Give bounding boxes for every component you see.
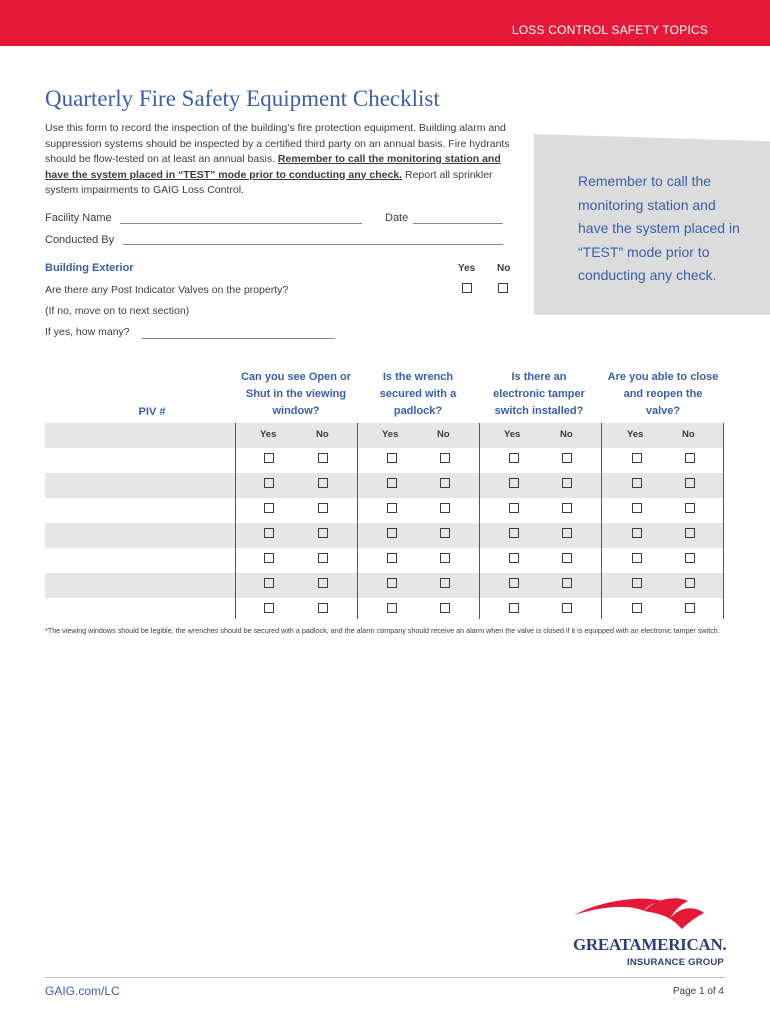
top-banner <box>0 0 770 46</box>
intro-paragraph: Use this form to record the inspection of the building’s fire protection equipment. Building alarm and suppression systems should be inspected by a certified third party on an annual basis. Fire hydrants should be flow-tested on at least an annual basis. Remember to call the monitoring station and have the system placed in “TEST” mode prior to conducting any check. Report all sprinkler system impairments to GAIG Loss Control. <box>45 122 510 196</box>
yes-checkbox[interactable] <box>264 578 274 588</box>
piv-yes-checkbox[interactable] <box>462 283 472 293</box>
sub-no: No <box>437 429 450 440</box>
yes-checkbox[interactable] <box>509 528 519 538</box>
yes-checkbox[interactable] <box>509 553 519 563</box>
no-checkbox[interactable] <box>440 603 450 613</box>
yes-checkbox[interactable] <box>264 553 274 563</box>
yes-checkbox[interactable] <box>387 453 397 463</box>
yes-checkbox[interactable] <box>509 453 519 463</box>
page-number: Page 1 of 4 <box>672 986 724 997</box>
yes-checkbox[interactable] <box>632 553 642 563</box>
footer-divider <box>45 977 725 978</box>
sub-no: No <box>316 429 329 440</box>
no-checkbox[interactable] <box>685 553 695 563</box>
table-row <box>45 448 724 473</box>
logo-subtitle: INSURANCE GROUP <box>627 957 724 968</box>
facility-name-label: Facility Name <box>45 212 112 224</box>
no-checkbox[interactable] <box>318 453 328 463</box>
no-checkbox[interactable] <box>562 503 572 513</box>
no-checkbox[interactable] <box>318 603 328 613</box>
no-checkbox[interactable] <box>685 503 695 513</box>
no-checkbox[interactable] <box>440 478 450 488</box>
no-checkbox[interactable] <box>318 478 328 488</box>
if-no-note: (If no, move on to next section) <box>45 305 190 317</box>
date-field[interactable] <box>413 223 503 224</box>
sub-yes: Yes <box>504 429 521 440</box>
table-row <box>45 548 724 573</box>
col-header-tamper: Is there an electronic tamper switch installed? <box>493 371 585 417</box>
yes-checkbox[interactable] <box>632 478 642 488</box>
no-checkbox[interactable] <box>440 553 450 563</box>
intro-reminder: Remember to call the monitoring station and have the system placed in “TEST” mode prior to conducting any check. <box>45 153 501 181</box>
table-row <box>45 523 724 548</box>
sub-yes: Yes <box>627 429 644 440</box>
col-header-valve: Are you able to close and reopen the valve? <box>607 371 719 417</box>
piv-count-field[interactable] <box>142 338 335 339</box>
no-checkbox[interactable] <box>562 578 572 588</box>
yes-checkbox[interactable] <box>387 578 397 588</box>
no-checkbox[interactable] <box>318 528 328 538</box>
no-checkbox[interactable] <box>440 503 450 513</box>
sub-yes: Yes <box>260 429 277 440</box>
col-header-wrench: Is the wrench secured with a padlock? <box>379 371 457 417</box>
no-checkbox[interactable] <box>562 478 572 488</box>
no-checkbox[interactable] <box>318 503 328 513</box>
company-logo <box>570 893 730 973</box>
yes-checkbox[interactable] <box>387 528 397 538</box>
no-checkbox[interactable] <box>685 478 695 488</box>
yes-checkbox[interactable] <box>264 453 274 463</box>
date-label: Date <box>385 212 409 224</box>
conducted-by-label: Conducted By <box>45 234 115 246</box>
yes-checkbox[interactable] <box>509 478 519 488</box>
conducted-by-field[interactable] <box>123 244 503 245</box>
facility-name-field[interactable] <box>120 223 362 224</box>
column-divider <box>235 423 236 619</box>
yes-checkbox[interactable] <box>632 528 642 538</box>
yes-checkbox[interactable] <box>264 603 274 613</box>
no-checkbox[interactable] <box>562 453 572 463</box>
yes-checkbox[interactable] <box>264 528 274 538</box>
table-row <box>45 573 724 598</box>
footer-url[interactable]: GAIG.com/LC <box>45 984 120 998</box>
yes-checkbox[interactable] <box>632 603 642 613</box>
section-label: LOSS CONTROL SAFETY TOPICS <box>511 23 708 37</box>
no-checkbox[interactable] <box>685 603 695 613</box>
yes-checkbox[interactable] <box>387 503 397 513</box>
yes-checkbox[interactable] <box>387 478 397 488</box>
yes-checkbox[interactable] <box>264 503 274 513</box>
yes-checkbox[interactable] <box>509 603 519 613</box>
building-exterior-heading: Building Exterior <box>45 262 134 274</box>
no-checkbox[interactable] <box>440 578 450 588</box>
no-checkbox[interactable] <box>685 453 695 463</box>
no-checkbox[interactable] <box>685 578 695 588</box>
column-divider <box>601 423 602 619</box>
yes-checkbox[interactable] <box>387 603 397 613</box>
no-header: No <box>497 263 511 274</box>
if-yes-label: If yes, how many? <box>45 326 130 338</box>
yes-header: Yes <box>458 263 476 274</box>
yes-checkbox[interactable] <box>509 503 519 513</box>
no-checkbox[interactable] <box>685 528 695 538</box>
col-header-window: Can you see Open or Shut in the viewing window? <box>240 371 352 417</box>
yes-checkbox[interactable] <box>509 578 519 588</box>
yes-checkbox[interactable] <box>632 503 642 513</box>
column-divider <box>357 423 358 619</box>
sub-no: No <box>560 429 573 440</box>
table-row <box>45 598 724 623</box>
logo-wordmark: GREATAMERICAN. <box>573 935 727 954</box>
table-row <box>45 473 724 498</box>
column-divider <box>479 423 480 619</box>
no-checkbox[interactable] <box>562 553 572 563</box>
yes-checkbox[interactable] <box>632 578 642 588</box>
piv-number-header: PIV # <box>138 406 166 418</box>
no-checkbox[interactable] <box>318 553 328 563</box>
no-checkbox[interactable] <box>440 528 450 538</box>
sub-yes: Yes <box>382 429 399 440</box>
no-checkbox[interactable] <box>562 603 572 613</box>
sub-no: No <box>682 429 695 440</box>
yes-checkbox[interactable] <box>387 553 397 563</box>
piv-table <box>45 423 724 619</box>
callout-text: Remember to call the monitoring station and have the system placed in “TEST” mode prior to conducting any check. <box>578 173 740 283</box>
no-checkbox[interactable] <box>318 578 328 588</box>
no-checkbox[interactable] <box>562 528 572 538</box>
piv-no-checkbox[interactable] <box>498 283 508 293</box>
yes-checkbox[interactable] <box>632 453 642 463</box>
footnote: *The viewing windows should be legible, the wrenches should be secured with a padlock, and the alarm company should receive an alarm when the valve is closed if it is equipped with an electronic tamper switch. <box>45 626 720 635</box>
yes-checkbox[interactable] <box>264 478 274 488</box>
piv-question: Are there any Post Indicator Valves on the property? <box>45 284 289 296</box>
page-title: Quarterly Fire Safety Equipment Checklist <box>45 86 440 111</box>
table-row <box>45 498 724 523</box>
no-checkbox[interactable] <box>440 453 450 463</box>
column-divider <box>723 423 724 619</box>
